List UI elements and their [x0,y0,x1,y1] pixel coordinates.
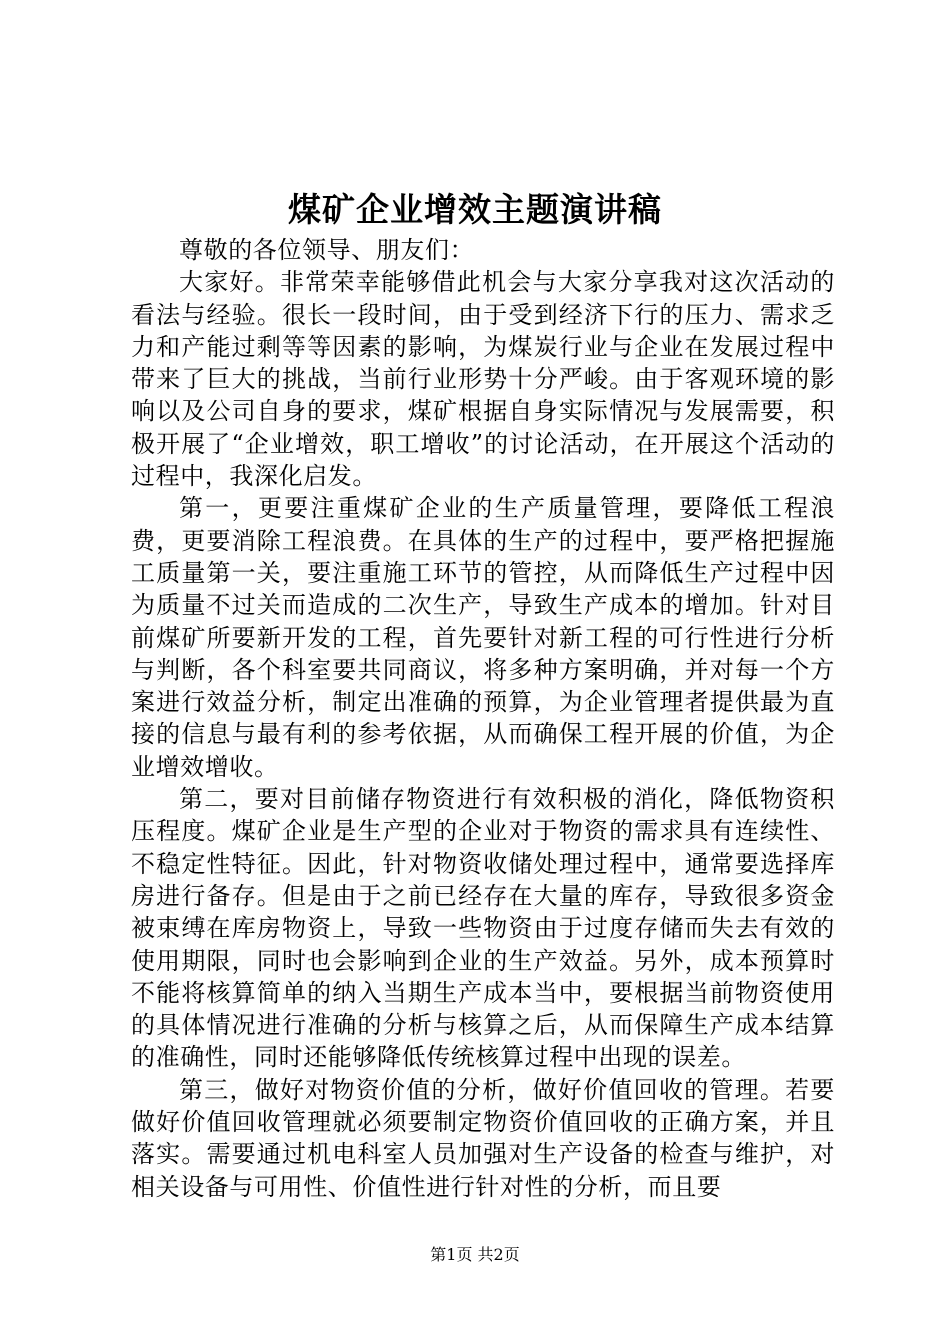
intro-paragraph: 大家好。非常荣幸能够借此机会与大家分享我对这次活动的看法与经验。很长一段时间，由于受到经济下行的压力、需求乏力和产能过剩等等因素的影响，为煤炭行业与企业在发展过程中带来了巨大的挑战，当前行业形势十分严峻。由于客观环境的影响以及公司自身的要求，煤矿根据自身实际情况与发展需要，积极开展了“企业增效，职工增收”的讨论活动，在开展这个活动的过程中，我深化启发。 [131,268,835,491]
document-body [131,234,835,1203]
point-one-paragraph: 第一，更要注重煤矿企业的生产质量管理，要降低工程浪费，更要消除工程浪费。在具体的生产的过程中，要严格把握施工质量第一关，要注重施工环节的管控，从而降低生产过程中因为质量不过关而造成的二次生产，导致生产成本的增加。针对目前煤矿所要新开发的工程，首先要针对新工程的可行性进行分析与判断，各个科室要共同商议，将多种方案明确，并对每一个方案进行效益分析，制定出准确的预算，为企业管理者提供最为直接的信息与最有利的参考依据，从而确保工程开展的价值，为企业增效增收。 [131,494,835,781]
point-two-paragraph: 第二，要对目前储存物资进行有效积极的消化，降低物资积压程度。煤矿企业是生产型的企业对于物资的需求具有连续性、不稳定性特征。因此，针对物资收储处理过程中，通常要选择库房进行备存。但是由于之前已经存在大量的库存，导致很多资金被束缚在库房物资上，导致一些物资由于过度存储而失去有效的使用期限，同时也会影响到企业的生产效益。另外，成本预算时不能将核算简单的纳入当期生产成本当中，要根据当前物资使用的具体情况进行准确的分析与核算之后，从而保障生产成本结算的准确性，同时还能够降低传统核算过程中出现的误差。 [131,785,835,1072]
salutation-paragraph: 尊敬的各位领导、朋友们： [179,236,475,264]
page-number-footer: 第1页 共2页 [430,1245,520,1264]
point-three-paragraph: 第三，做好对物资价值的分析，做好价值回收的管理。若要做好价值回收管理就必须要制定物资价值回收的正确方案，并且落实。需要通过机电科室人员加强对生产设备的检查与维护，对相关设备与可用性、价值性进行针对性的分析，而且要 [131,1075,835,1201]
document-title: 煤矿企业增效主题演讲稿 [288,190,662,229]
